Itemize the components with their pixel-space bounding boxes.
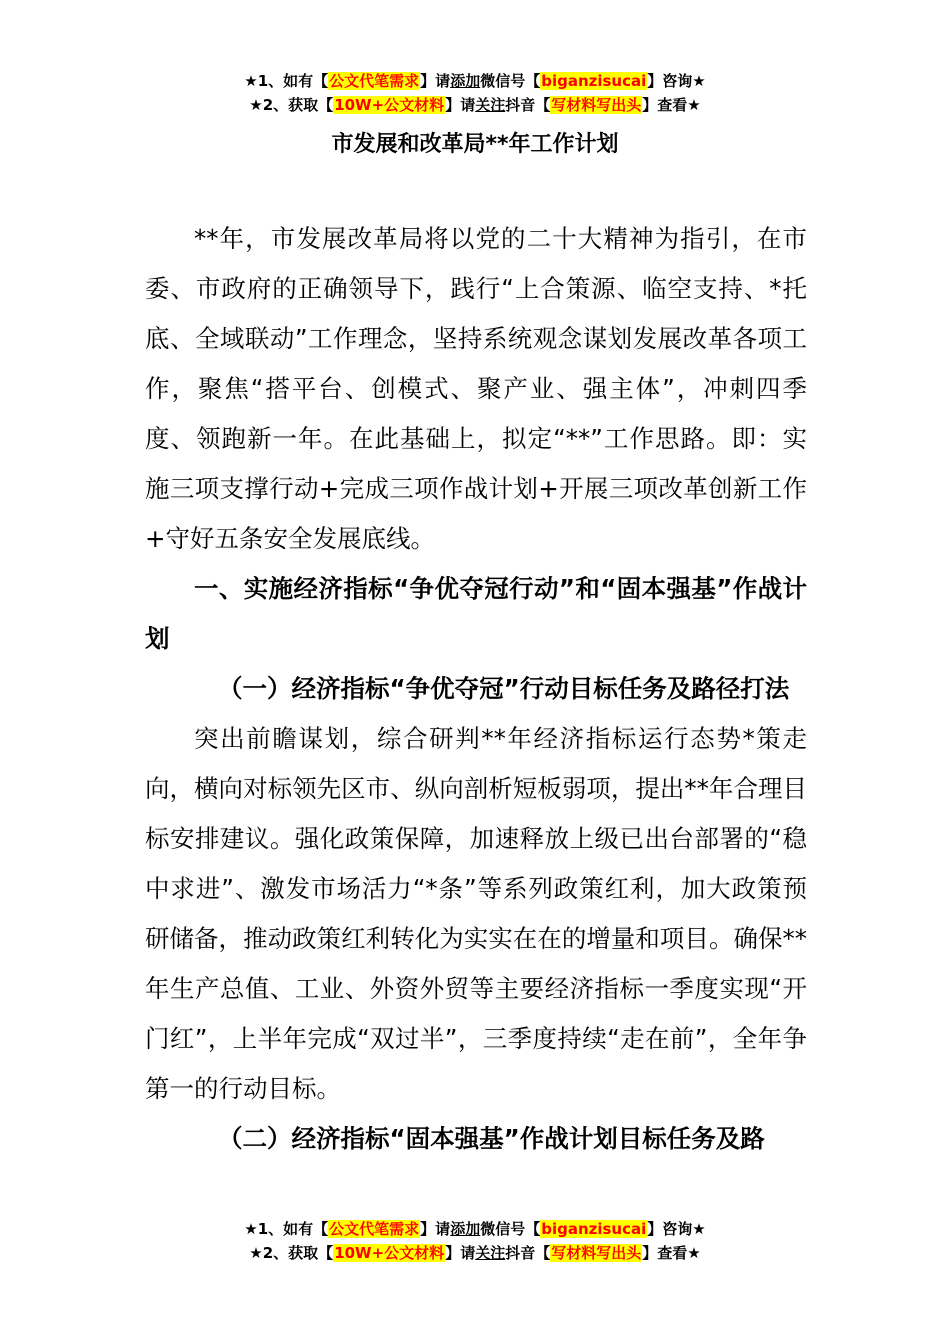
intro-paragraph: **年，市发展改革局将以党的二十大精神为指引，在市委、市政府的正确领导下，践行“上合策源、临空支持、*托底、全域联动”工作理念，坚持系统观念谋划发展改革各项工作，聚焦“搭平台、创模式、聚产业、强主体”，冲刺四季度、领跑新一年。在此基础上，拟定“**”工作思路。即：实施三项支撑行动+完成三项作战计划+开展三项改革创新工作+守好五条安全发展底线。 [145,224,807,553]
douyin-id: 写材料写出头 [551,96,642,114]
document-body [145,214,807,1164]
highlight-text: 公文代笔需求 [329,72,420,90]
section-heading-1: 一、实施经济指标“争优夺冠行动”和“固本强基”作战计划 [145,574,807,653]
banner-line-1: ★1、如有【公文代笔需求】请添加微信号【biganzisucai】咨询★ [244,72,706,90]
douyin-id: 写材料写出头 [551,1244,642,1262]
document-title: 市发展和改革局**年工作计划 [331,132,619,157]
banner-line-1: ★1、如有【公文代笔需求】请添加微信号【biganzisucai】咨询★ [244,1220,706,1238]
body-paragraph: 突出前瞻谋划，综合研判**年经济指标运行态势*策走向，横向对标领先区市、纵向剖析短板弱项，提出**年合理目标安排建议。强化政策保障，加速释放上级已出台部署的“稳中求进”、激发市场活力“*条”等系列政策红利，加大政策预研储备，推动政策红利转化为实实在在的增量和项目。确保**年生产总值、工业、外资外贸等主要经济指标一季度实现“开门红”，上半年完成“双过半”，三季度持续“走在前”，全年争第一的行动目标。 [145,724,807,1103]
wechat-id: biganzisucai [541,1220,647,1238]
subsection-heading-2: （二）经济指标“固本强基”作战计划目标任务及路 [218,1124,765,1153]
footer-banner [0,1217,950,1265]
wechat-id: biganzisucai [541,72,647,90]
banner-line-2: ★2、获取【10W+公文材料】请关注抖音【写材料写出头】查看★ [249,1244,701,1262]
banner-line-2: ★2、获取【10W+公文材料】请关注抖音【写材料写出头】查看★ [249,96,701,114]
header-banner [0,69,950,117]
subsection-heading-1: （一）经济指标“争优夺冠”行动目标任务及路径打法 [218,674,790,703]
highlight-text: 公文代笔需求 [329,1220,420,1238]
highlight-text: 10W+公文材料 [334,1244,445,1262]
highlight-text: 10W+公文材料 [334,96,445,114]
